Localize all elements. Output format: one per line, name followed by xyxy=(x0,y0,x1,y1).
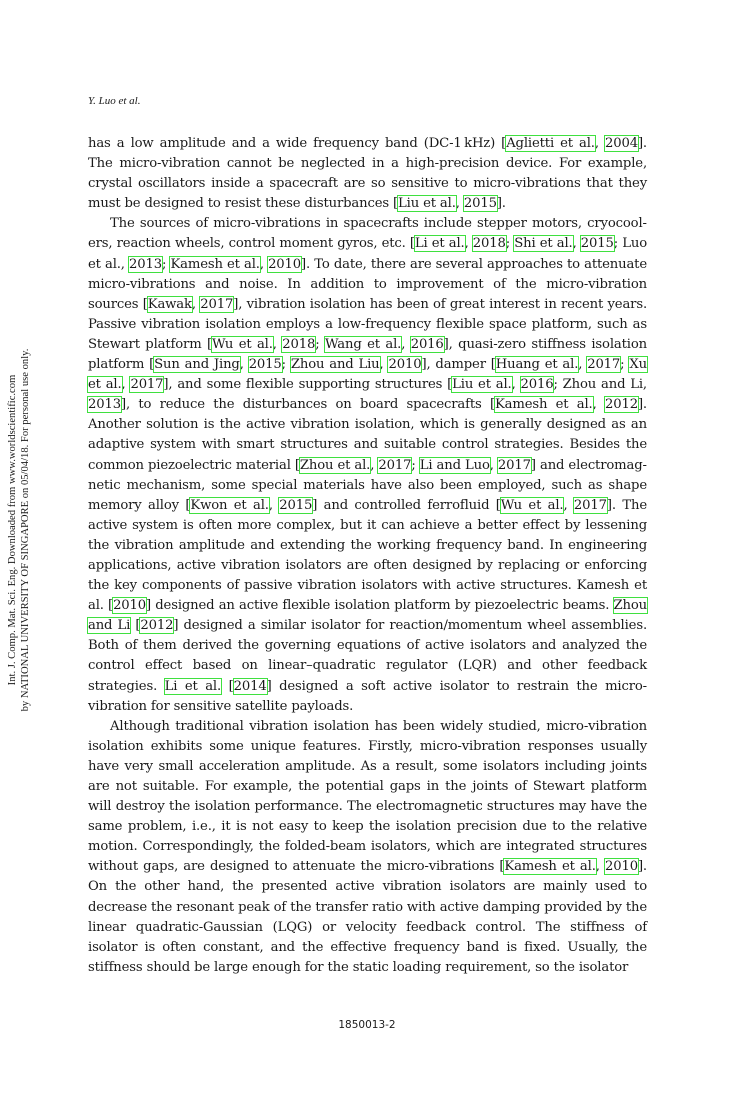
page-number: 1850013-2 xyxy=(338,1019,396,1031)
side-note-line-1: Int. J. Comp. Mat. Sci. Eng. Downloaded from www.worldscientific.com xyxy=(7,374,18,686)
citation-link[interactable]: Huang et al. xyxy=(495,357,579,373)
text-run: ; xyxy=(411,457,420,473)
text-run: , xyxy=(464,236,473,252)
citation-link[interactable]: 2017 xyxy=(200,296,234,312)
text-run: , xyxy=(239,357,249,373)
citation-link[interactable]: 2010 xyxy=(113,598,147,614)
citation-link[interactable]: Kamesh et al. xyxy=(170,256,260,272)
text-run: ]. Another solution is the active vibration isolation, which is generally designed as an adaptive system with smart structures and suitable control strategies. Besides the common piezoelectric material [ xyxy=(88,397,647,473)
text-run: ] and electromagnetic mechanism, some special materials have also been employed, such as shape memory alloy [ xyxy=(88,457,647,513)
citation-link[interactable]: Zhou et al. xyxy=(299,457,371,473)
text-run: ], quasi-zero stiffness isolation platform [ xyxy=(88,336,647,373)
text-run: ]. xyxy=(496,196,506,212)
text-run: ; xyxy=(620,357,630,373)
text-run: ]. The active system is often more complex, but it can achieve a better effect by lessening the vibration amplitude and extending the working frequency band. In engineering applications, active vibration isolators are often designed by replacing or enforcing the key components of passive vibration isolators with active structures. Kamesh et al. [ xyxy=(88,497,647,614)
citation-link[interactable]: 2015 xyxy=(463,196,497,212)
citation-link[interactable]: Zhou and Li xyxy=(88,598,647,634)
citation-link[interactable]: 2010 xyxy=(268,256,302,272)
citation-link[interactable]: 2018 xyxy=(472,236,506,252)
citation-link[interactable]: 2016 xyxy=(520,377,554,393)
citation-link[interactable]: 2010 xyxy=(604,859,638,875)
text-run: , xyxy=(595,859,605,875)
citation-link[interactable]: 2004 xyxy=(604,136,638,151)
text-run: ] and controlled ferrofluid [ xyxy=(312,497,501,513)
text-run: , xyxy=(563,497,574,513)
citation-link[interactable]: 2017 xyxy=(587,357,621,373)
text-run: , xyxy=(578,357,588,373)
text-run: [ xyxy=(221,678,234,694)
running-head: Y. Luo et al. xyxy=(88,95,141,107)
text-run: , xyxy=(489,457,498,473)
paragraph-3 xyxy=(88,717,647,978)
text-run: , xyxy=(572,236,581,252)
text-run: , xyxy=(592,397,605,413)
citation-link[interactable]: Li et al. xyxy=(414,236,465,252)
text-run: ], and some flexible supporting structures [ xyxy=(163,377,453,393)
text-run: , xyxy=(268,497,280,513)
text-run: ; xyxy=(505,236,515,252)
text-run: , xyxy=(272,336,283,352)
citation-link[interactable]: Wang et al. xyxy=(325,336,402,352)
text-run: The sources of micro-vibrations in spacecrafts include stepper motors, cryocoolers, reaction wheels, control moment gyros, etc. [ xyxy=(88,216,647,252)
text-run: , xyxy=(511,377,521,393)
text-run: ; Zhou and Li, xyxy=(553,377,647,393)
citation-link[interactable]: 2015 xyxy=(248,357,282,373)
citation-link[interactable]: Aglietti et al. xyxy=(506,136,595,151)
citation-link[interactable]: 2015 xyxy=(580,236,614,252)
citation-link[interactable]: 2013 xyxy=(88,397,121,413)
body-text xyxy=(88,134,647,978)
text-run: ; xyxy=(315,336,326,352)
text-run: [ xyxy=(130,618,141,634)
citation-link[interactable]: Kwon et al. xyxy=(190,497,269,513)
text-run: ; xyxy=(281,357,291,373)
citation-link[interactable]: 2010 xyxy=(388,357,422,373)
text-run: ] designed a similar isolator for reaction/momentum wheel assemblies. Both of them derived the governing equations of active isolators and analyzed the control effect based on linear–quadratic regulator (LQR) and other feedback strategies. xyxy=(88,618,647,694)
text-run: , xyxy=(455,196,464,212)
text-run: ]. On the other hand, the presented active vibration isolators are mainly used to decrease the resonant peak of the transfer ratio with active damping provided by the linear quadratic-Gaussian (LQG) or velocity feedback control. The stiffness of isolator is often constant, and the effective frequency band is fixed. Usually, the stiffness should be large enough for the static loading requirement, so the isolator xyxy=(88,859,647,975)
paragraph-2 xyxy=(88,214,647,716)
text-run: , xyxy=(259,256,269,272)
citation-link[interactable]: Liu et al. xyxy=(452,377,512,393)
citation-link[interactable]: 2012 xyxy=(140,618,174,634)
text-run: ]. The micro-vibration cannot be neglected in a high-precision device. For example, crystal oscillators inside a spacecraft are so sensitive to micro-vibrations that they must be designed to resist these disturbances [ xyxy=(88,136,647,212)
side-note xyxy=(6,330,36,730)
citation-link[interactable]: Liu et al. xyxy=(398,196,456,212)
citation-link[interactable]: Shi et al. xyxy=(514,236,573,252)
text-run: , xyxy=(379,357,389,373)
citation-link[interactable]: Kamesh et al. xyxy=(504,859,596,875)
citation-link[interactable]: 2012 xyxy=(604,397,638,413)
text-run: ; xyxy=(162,256,171,272)
citation-link[interactable]: Zhou and Liu xyxy=(290,357,380,373)
citation-link[interactable]: 2017 xyxy=(573,497,607,513)
citation-link[interactable]: Kawak xyxy=(147,296,192,312)
text-run: ], vibration isolation has been of great interest in recent years. Passive vibration isolation employs a low-frequency flexible space platform, such as Stewart platform [ xyxy=(88,296,647,352)
citation-link[interactable]: 2013 xyxy=(129,256,162,272)
citation-link[interactable]: 2015 xyxy=(279,497,313,513)
text-run: Although traditional vibration isolation has been widely studied, micro-vibration isolation exhibits some unique features. Firstly, micro-vibration responses usually have very small acceleration amplitude. As a result, some isolators including joints are not suitable. For example, the potential gaps in the joints of Stewart platform will destroy the isolation performance. The electromagnetic structures may have the same problem, i.e., it is not easy to keep the isolation precision due to the relative motion. Correspondingly, the folded-beam isolators, which are integrated structures without gaps, are designed to attenuate the micro-vibrations [ xyxy=(88,718,647,875)
text-run: , xyxy=(401,336,411,352)
text-run: , xyxy=(370,457,379,473)
text-run: , xyxy=(594,136,605,151)
text-run: ], damper [ xyxy=(421,357,496,373)
citation-link[interactable]: 2016 xyxy=(410,336,444,352)
paragraph-1 xyxy=(88,134,647,214)
citation-link[interactable]: 2017 xyxy=(130,377,164,393)
text-run: ] designed a soft active isolator to restrain the micro-vibration for sensitive satellite payloads. xyxy=(88,678,647,714)
citation-link[interactable]: Wu et al. xyxy=(500,497,564,513)
text-run: ] designed an active flexible isolation platform by piezoelectric beams. xyxy=(146,598,614,614)
citation-link[interactable]: 2017 xyxy=(378,457,412,473)
citation-link[interactable]: 2018 xyxy=(282,336,316,352)
text-run: ]. To date, there are several approaches to attenuate micro-vibrations and noise. In addition to improvement of the micro-vibration sources [ xyxy=(88,256,647,312)
text-run: ], to reduce the disturbances on board spacecrafts [ xyxy=(120,397,495,413)
citation-link[interactable]: 2014 xyxy=(233,678,267,694)
citation-link[interactable]: Xu et al. xyxy=(88,357,647,393)
citation-link[interactable]: Sun and Jing xyxy=(154,357,240,373)
text-run: , xyxy=(121,377,131,393)
citation-link[interactable]: Kamesh et al. xyxy=(494,397,593,413)
citation-link[interactable]: Li et al. xyxy=(164,678,222,694)
side-note-line-2: by NATIONAL UNIVERSITY OF SINGAPORE on 05/04/18. For personal use only. xyxy=(20,348,31,712)
citation-link[interactable]: Li and Luo xyxy=(419,457,490,473)
text-run: , xyxy=(191,296,201,312)
text-run: has a low amplitude and a wide frequency band (DC-1 kHz) [ xyxy=(88,136,507,151)
text-run: ; Luo et al., xyxy=(88,236,647,272)
citation-link[interactable]: 2017 xyxy=(497,457,531,473)
citation-link[interactable]: Wu et al. xyxy=(212,336,273,352)
